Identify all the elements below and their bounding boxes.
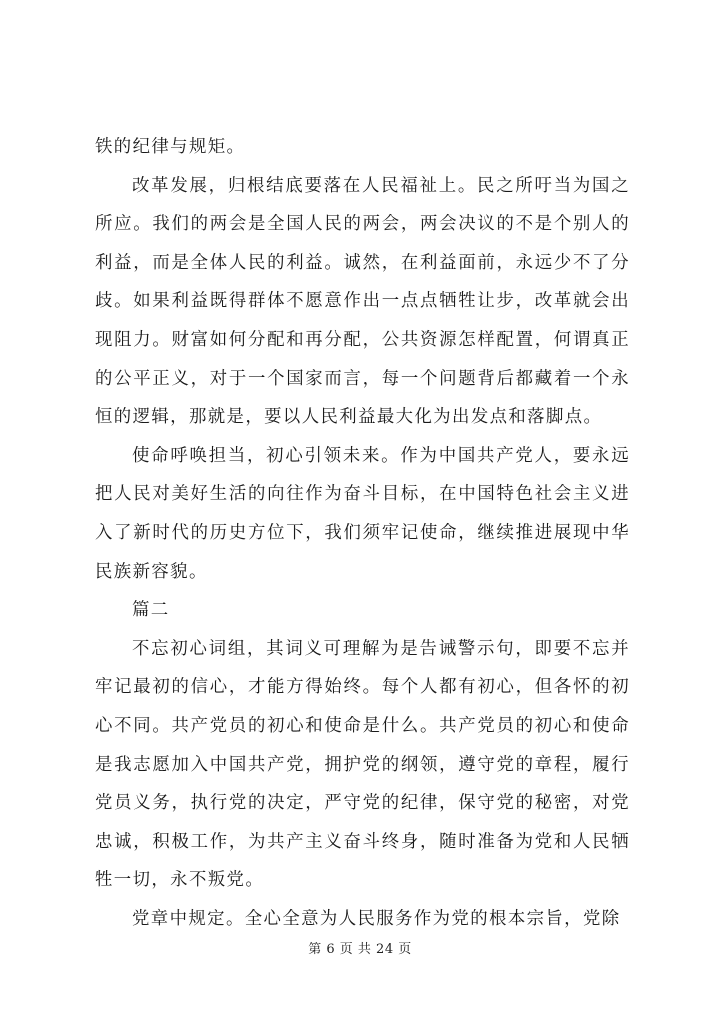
paragraph-original-aspiration: 不忘初心词组，其词义可理解为是告诫警示句，即要不忘并牢记最初的信心，才能方得始终。每个人都有初心，但各怀的初心不同。共产党员的初心和使命是什么。共产党员的初心和使命是我志愿加入中国共产党，拥护党的纲领，遵守党的章程，履行党员义务，执行党的决定，严守党的纪律，保守党的秘密，对党忠诚，积极工作，为共产主义奋斗终身，随时准备为党和人民牺牲一切，永不叛党。	[95, 638, 630, 891]
paragraph-reform-development: 改革发展，归根结底要落在人民福祉上。民之所吁当为国之所应。我们的两会是全国人民的两会，两会决议的不是个别人的利益，而是全体人民的利益。诚然，在利益面前，永远少不了分歧。如果利益既得群体不愿意作出一点点牺牲让步，改革就会出现阻力。财富如何分配和再分配，公共资源怎样配置，何谓真正的公平正义，对于一个国家而言，每一个问题背后都藏着一个永恒的逻辑，那就是，要以人民利益最大化为出发点和落脚点。	[95, 175, 630, 428]
paragraph-mission: 使命呼唤担当，初心引领未来。作为中国共产党人，要永远把人民对美好生活的向往作为奋斗目标，在中国特色社会主义进入了新时代的历史方位下，我们须牢记使命，继续推进展现中华民族新容貌。	[95, 445, 630, 582]
section-heading-part-two: 篇二	[132, 600, 170, 621]
document-body	[95, 128, 630, 938]
paragraph-party-constitution: 党章中规定。全心全意为人民服务作为党的根本宗旨，党除	[132, 908, 621, 929]
page-number-footer: 第 6 页 共 24 页	[308, 942, 412, 957]
paragraph-continuation: 铁的纪律与规矩。	[95, 137, 246, 157]
